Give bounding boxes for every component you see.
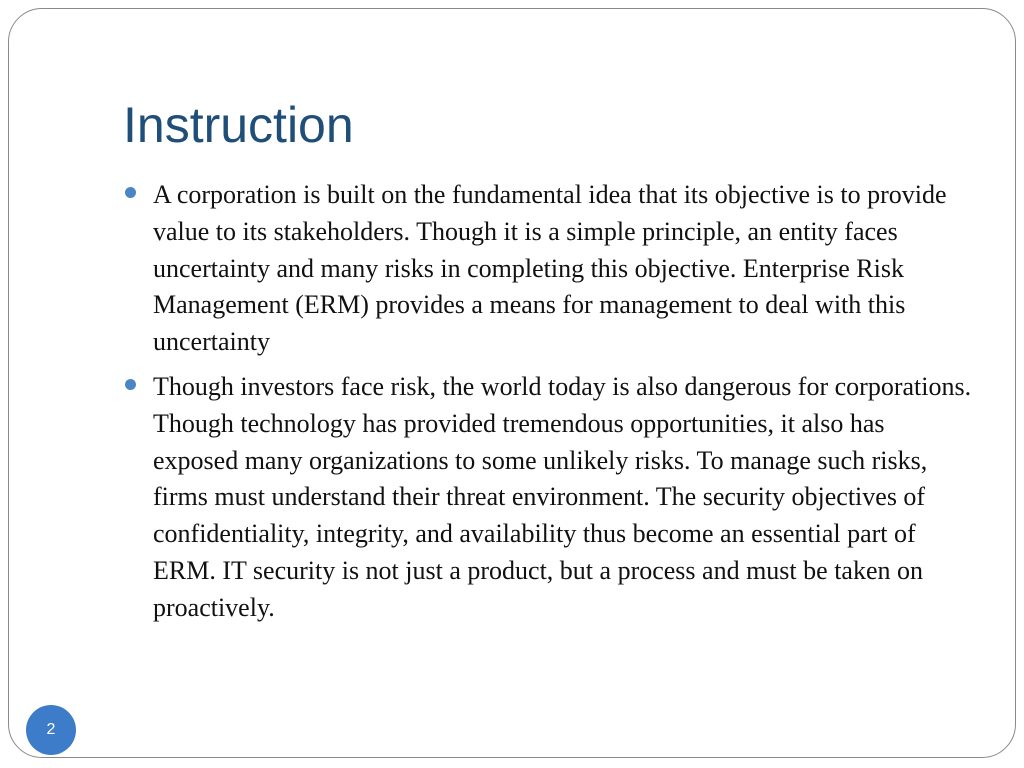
bullet-text: A corporation is built on the fundamental idea that its objective is to provide value to its stakeholders. Though it is a simple principle, an entity faces uncertainty and many risks in completing this objective. Enterprise Risk Management (ERM) provides a means for management to deal with this uncertainty [153, 180, 947, 357]
slide-title: Instruction [123, 97, 354, 153]
bullet-item [123, 177, 973, 361]
bullet-item [123, 369, 973, 627]
bullet-dot-icon [125, 379, 136, 390]
bullet-list [123, 177, 973, 635]
page-number-badge: 2 [26, 705, 76, 755]
bullet-dot-icon [125, 187, 136, 198]
bullet-text: Though investors face risk, the world today is also dangerous for corporations. Though technology has provided tremendous opportunities, it also has exposed many organizations to some unlikely risks. To manage such risks, firms must understand their threat environment. The security objectives of confidentiality, integrity, and availability thus become an essential part of ERM. IT security is not just a product, but a process and must be taken on proactively. [153, 371, 972, 622]
slide-frame [8, 8, 1016, 758]
